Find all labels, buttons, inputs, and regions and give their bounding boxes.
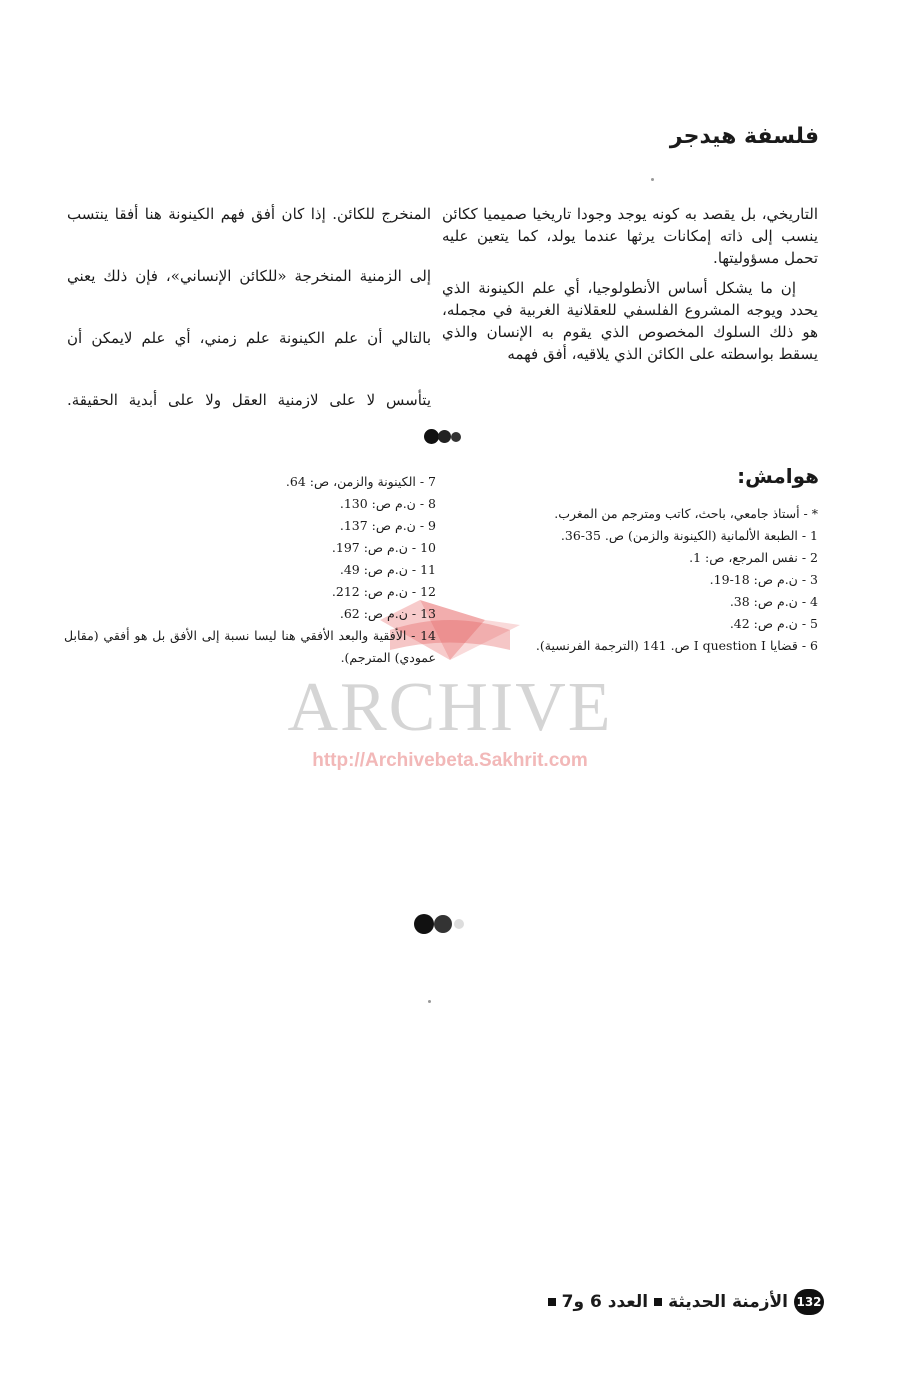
page-footer (548, 1288, 824, 1316)
dot-icon (451, 432, 461, 442)
footnote-item: 6 - قضايا I question I ص. 141 (الترجمة الفرنسية). (535, 638, 818, 653)
dot-icon (414, 914, 434, 934)
footnote-item: 13 - ن.م ص: 62. (339, 606, 436, 621)
ornament-divider (424, 427, 468, 445)
body-paragraph: إن ما يشكل أساس الأنطولوجيا، أي علم الكينونة الذي يحدد ويوجه المشروع الفلسفي للعقلانية الغربية في مجمله، هو ذلك السلوك المخصوص الذي يقوم به الإنسان والذي يسقط بواسطته على الكائن الذي يلاقيه، أفق فهمه (442, 279, 818, 363)
footnote-item: 1 - الطبعة الألمانية (الكينونة والزمن) ص. 35-36. (560, 528, 818, 543)
footnotes-left (64, 471, 436, 669)
footnote-item: 12 - ن.م ص: 212. (331, 584, 436, 599)
footnote-item: 5 - ن.م ص: 42. (729, 616, 818, 631)
footnote-item: 9 - ن.م ص: 137. (339, 518, 436, 533)
body-line: يتأسس لا على لازمنية العقل ولا على أبدية الحقيقة. (67, 391, 431, 409)
footnote-item: 2 - نفس المرجع، ص: 1. (689, 550, 818, 565)
footnote-item: * - أستاذ جامعي، باحث، كاتب ومترجم من المغرب. (554, 506, 818, 521)
body-paragraph: التاريخي، بل يقصد به كونه يوجد وجودا تاريخيا صميميا ككائن ينسب إلى ذاته إمكانات يرثها عندما يولد، كما يتعين عليه تحمل مسؤوليتها. (442, 205, 818, 267)
footnote-item: 7 - الكينونة والزمن، ص: 64. (285, 474, 436, 489)
body-line: بالتالي أن علم الكينونة علم زمني، أي علم لايمكن أن (67, 329, 431, 347)
square-bullet-icon (548, 1298, 556, 1306)
ornament-divider (414, 911, 474, 937)
footnote-item: 3 - ن.م ص: 18-19. (709, 572, 818, 587)
square-bullet-icon (654, 1298, 662, 1306)
issue-number: العدد 6 و7 (561, 1292, 649, 1312)
footnotes-heading: هوامش: (737, 464, 819, 488)
watermark-word: ARCHIVE (287, 669, 613, 746)
page-number: 132 (794, 1289, 824, 1315)
footnote-item: 4 - ن.م ص: 38. (729, 594, 818, 609)
body-column-left (67, 203, 431, 451)
watermark-url: http://Archivebeta.Sakhrit.com (312, 750, 588, 771)
stray-dot (428, 1000, 431, 1003)
footnote-item: 14 - الأفقية والبعد الأفقي هنا ليسا نسبة إلى الأفق بل هو أفقي (مقابل عمودي) المترجم). (64, 628, 436, 665)
dot-icon (454, 919, 464, 929)
dot-icon (438, 430, 451, 443)
body-line: المنخرج للكائن. إذا كان أفق فهم الكينونة هنا أفقا ينتسب (67, 205, 431, 223)
dot-icon (424, 429, 439, 444)
body-line: إلى الزمنية المنخرجة «للكائن الإنساني»، فإن ذلك يعني (67, 267, 431, 285)
footnote-item: 10 - ن.م ص: 197. (331, 540, 436, 555)
footnotes-right (448, 503, 818, 657)
footnote-item: 8 - ن.م ص: 130. (339, 496, 436, 511)
body-column-right (442, 203, 818, 373)
stray-dot (651, 178, 654, 181)
section-title: فلسفة هيدجر (669, 124, 819, 149)
dot-icon (434, 915, 452, 933)
footnote-item: 11 - ن.م ص: 49. (339, 562, 436, 577)
journal-name: الأزمنة الحديثة (668, 1292, 788, 1312)
